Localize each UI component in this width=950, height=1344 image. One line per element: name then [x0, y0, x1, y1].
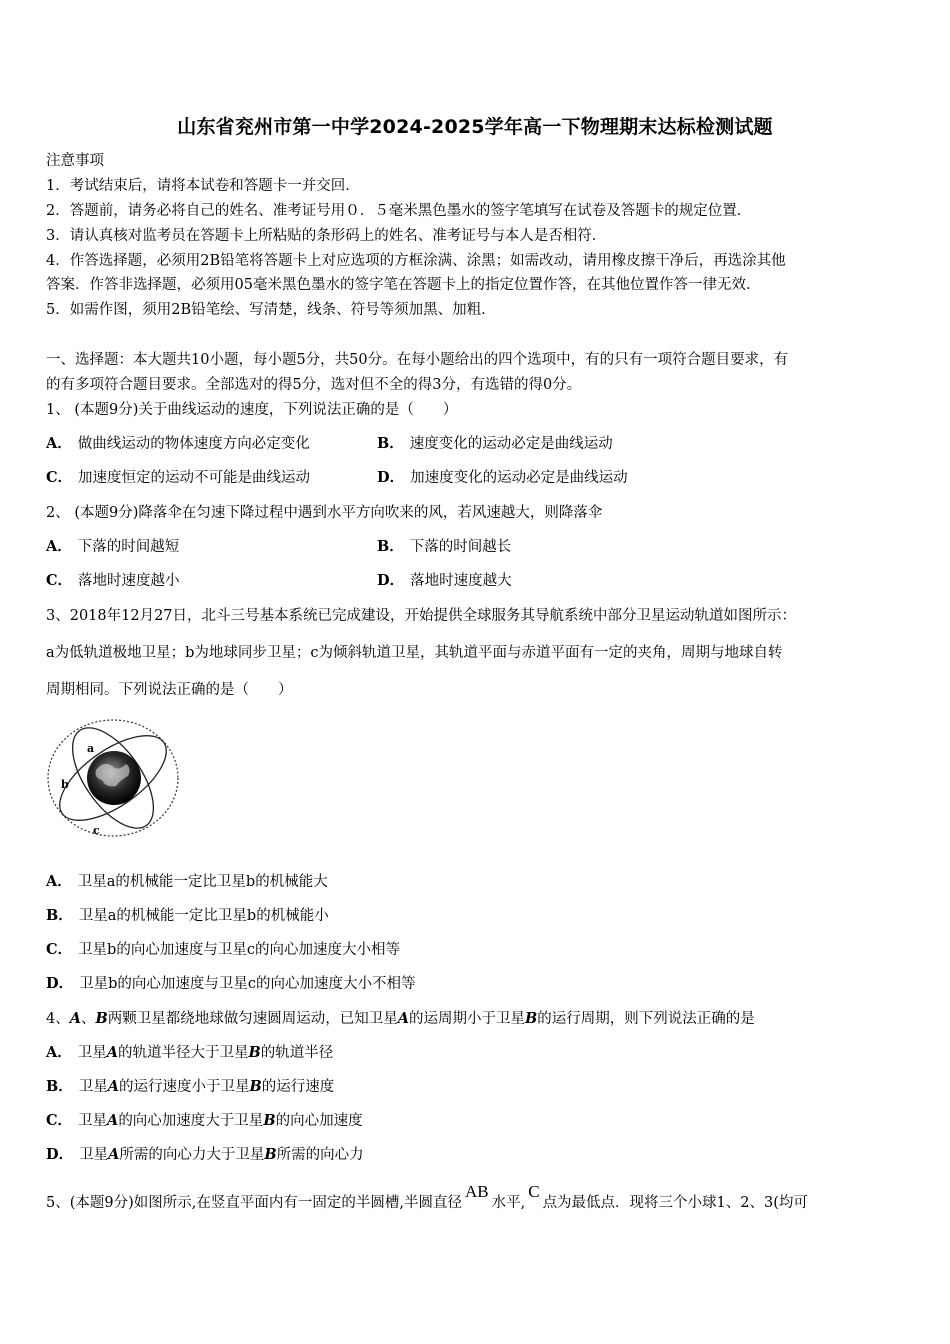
orbit-label-a: a	[87, 742, 95, 755]
q3-option-d	[46, 974, 415, 994]
option-text: 下落的时间越长	[409, 539, 512, 555]
option-label: D．	[377, 572, 405, 589]
option-symbol: A	[108, 1146, 120, 1163]
option-text: 卫星	[77, 1045, 107, 1061]
q5-symbol-ab: AB	[464, 1182, 489, 1201]
q1-option-a	[46, 434, 310, 454]
q4-sym-a: A	[69, 1010, 81, 1027]
option-symbol: A	[106, 1044, 119, 1061]
option-label: D．	[46, 1146, 74, 1163]
option-label: D．	[377, 469, 405, 486]
option-label: B．	[377, 435, 404, 452]
q4-text: 、	[81, 1011, 96, 1027]
q2-option-b	[377, 537, 511, 557]
option-text: 卫星	[79, 1147, 109, 1163]
q3-stem-2: a为低轨道极地卫星；b为地球同步卫星；c为倾斜轨道卫星，其轨道平面与赤道平面有一定的夹角，周期与地球自转	[46, 645, 783, 661]
option-text: 所需的向心力	[276, 1147, 364, 1163]
option-symbol: A	[107, 1078, 120, 1095]
notice-item-4-cont: 答案．作答非选择题，必须用05毫米黑色墨水的签字笔在答题卡上的指定位置作答，在其他位置作答一律无效．	[46, 277, 761, 293]
option-label: D．	[46, 975, 74, 992]
q4-option-a	[46, 1043, 333, 1063]
option-symbol: B	[249, 1078, 262, 1095]
q1-option-b	[377, 434, 613, 454]
page-title: 山东省兖州市第一中学2024-2025学年高一下物理期末达标检测试题	[177, 116, 773, 138]
q5-text: 5、(本题9分)如图所示,在竖直平面内有一固定的半圆槽,半圆直径	[46, 1195, 462, 1211]
q4-option-b	[46, 1077, 334, 1097]
option-text: 的向心加速度	[275, 1113, 363, 1129]
notice-item-5: 5．如需作图，须用2B铅笔绘、写清楚，线条、符号等须加黑、加粗．	[46, 302, 496, 318]
option-text: 落地时速度越小	[78, 573, 180, 589]
q1-option-c	[46, 468, 310, 488]
q4-text: 的运周期小于卫星	[409, 1011, 526, 1027]
option-symbol: A	[107, 1112, 119, 1129]
option-text: 下落的时间越短	[77, 539, 180, 555]
option-label: B．	[46, 1078, 73, 1095]
option-text: 的运行速度	[261, 1079, 335, 1095]
option-symbol: B	[264, 1146, 277, 1163]
q4-text: 两颗卫星都绕地球做匀速圆周运动，已知卫星	[107, 1011, 398, 1027]
option-symbol: B	[263, 1112, 276, 1129]
option-text: 加速度变化的运动必定是曲线运动	[410, 470, 628, 486]
section-instructions-2: 的有多项符合题目要求。全部选对的得5分，选对但不全的得3分，有选错的得0分。	[46, 377, 582, 393]
orbit-label-c: c	[93, 824, 100, 837]
notice-heading: 注意事项	[46, 153, 104, 169]
option-text: 的轨道半径大于卫星	[118, 1045, 249, 1061]
section-instructions-1: 一、选择题：本大题共10小题，每小题5分，共50分。在每小题给出的四个选项中，有的只有一项符合题目要求，有	[46, 352, 789, 368]
satellite-orbit-figure	[44, 712, 184, 842]
notice-item-1: 1．考试结束后，请将本试卷和答题卡一并交回．	[46, 178, 360, 194]
option-text: 落地时速度越大	[410, 573, 512, 589]
option-symbol: B	[248, 1044, 261, 1061]
q3-option-b	[46, 906, 329, 926]
q1-option-d	[377, 468, 628, 488]
option-label: A．	[46, 435, 72, 452]
option-text: 卫星b的向心加速度与卫星c的向心加速度大小相等	[78, 942, 400, 958]
option-text: 加速度恒定的运动不可能是曲线运动	[78, 470, 311, 486]
option-label: A．	[46, 538, 72, 555]
notice-item-4: 4．作答选择题，必须用2B铅笔将答题卡上对应选项的方框涂满、涂黑；如需改动，请用橡皮擦干净后，再选涂其他	[46, 253, 786, 269]
q1-stem: 1、 (本题9分)关于曲线运动的速度，下列说法正确的是（ ）	[46, 402, 458, 418]
q3-stem-3: 周期相同。下列说法正确的是（ ）	[46, 682, 293, 698]
option-text: 的运行速度小于卫星	[119, 1079, 250, 1095]
q2-option-a	[46, 537, 179, 557]
option-label: B．	[46, 907, 73, 924]
q2-option-c	[46, 571, 180, 591]
q2-option-d	[377, 571, 512, 591]
q4-stem	[46, 1009, 755, 1029]
option-text: 的向心加速度大于卫星	[118, 1113, 264, 1129]
orbit-label-b: b	[61, 778, 69, 791]
option-label: A．	[46, 873, 72, 890]
option-label: C．	[46, 941, 73, 958]
option-label: C．	[46, 469, 73, 486]
notice-item-2: 2．答题前，请务必将自己的姓名、准考证号用０．５毫米黑色墨水的签字笔填写在试卷及答题卡的规定位置．	[46, 203, 752, 219]
q5-symbol-c: C	[528, 1182, 540, 1201]
notice-item-3: 3．请认真核对监考员在答题卡上所粘贴的条形码上的姓名、准考证号与本人是否相符．	[46, 228, 607, 244]
option-text: 速度变化的运动必定是曲线运动	[409, 436, 613, 452]
q3-option-a	[46, 872, 328, 892]
option-label: B．	[377, 538, 404, 555]
q3-option-c	[46, 940, 400, 960]
q2-stem: 2、 (本题9分)降落伞在匀速下降过程中遇到水平方向吹来的风，若风速越大，则降落伞	[46, 505, 603, 521]
q4-text: 的运行周期，则下列说法正确的是	[537, 1011, 755, 1027]
option-label: C．	[46, 1112, 73, 1129]
q4-sym-b: B	[525, 1010, 538, 1027]
q3-stem-1: 3、2018年12月27日，北斗三号基本系统已完成建设，开始提供全球服务其导航系统中部分卫星运动轨道如图所示：	[46, 608, 797, 624]
option-text: 卫星a的机械能一定比卫星b的机械能小	[78, 908, 329, 924]
option-text: 卫星	[78, 1079, 108, 1095]
q4-num: 4、	[46, 1011, 70, 1027]
option-label: C．	[46, 572, 73, 589]
q5-text: 水平,	[491, 1195, 526, 1211]
option-text: 的轨道半径	[260, 1045, 334, 1061]
q5-text: 点为最低点．现将三个小球1、2、3(均可	[542, 1195, 808, 1211]
option-text: 所需的向心力大于卫星	[119, 1147, 265, 1163]
option-text: 卫星a的机械能一定比卫星b的机械能大	[77, 874, 328, 890]
q4-sym-a: A	[397, 1010, 410, 1027]
q4-option-d	[46, 1145, 364, 1165]
q5-stem	[46, 1182, 808, 1213]
q4-sym-b: B	[95, 1010, 108, 1027]
option-text: 卫星	[78, 1113, 108, 1129]
q4-option-c	[46, 1111, 363, 1131]
option-text: 卫星b的向心加速度与卫星c的向心加速度大小不相等	[79, 976, 416, 992]
option-label: A．	[46, 1044, 72, 1061]
option-text: 做曲线运动的物体速度方向必定变化	[77, 436, 310, 452]
